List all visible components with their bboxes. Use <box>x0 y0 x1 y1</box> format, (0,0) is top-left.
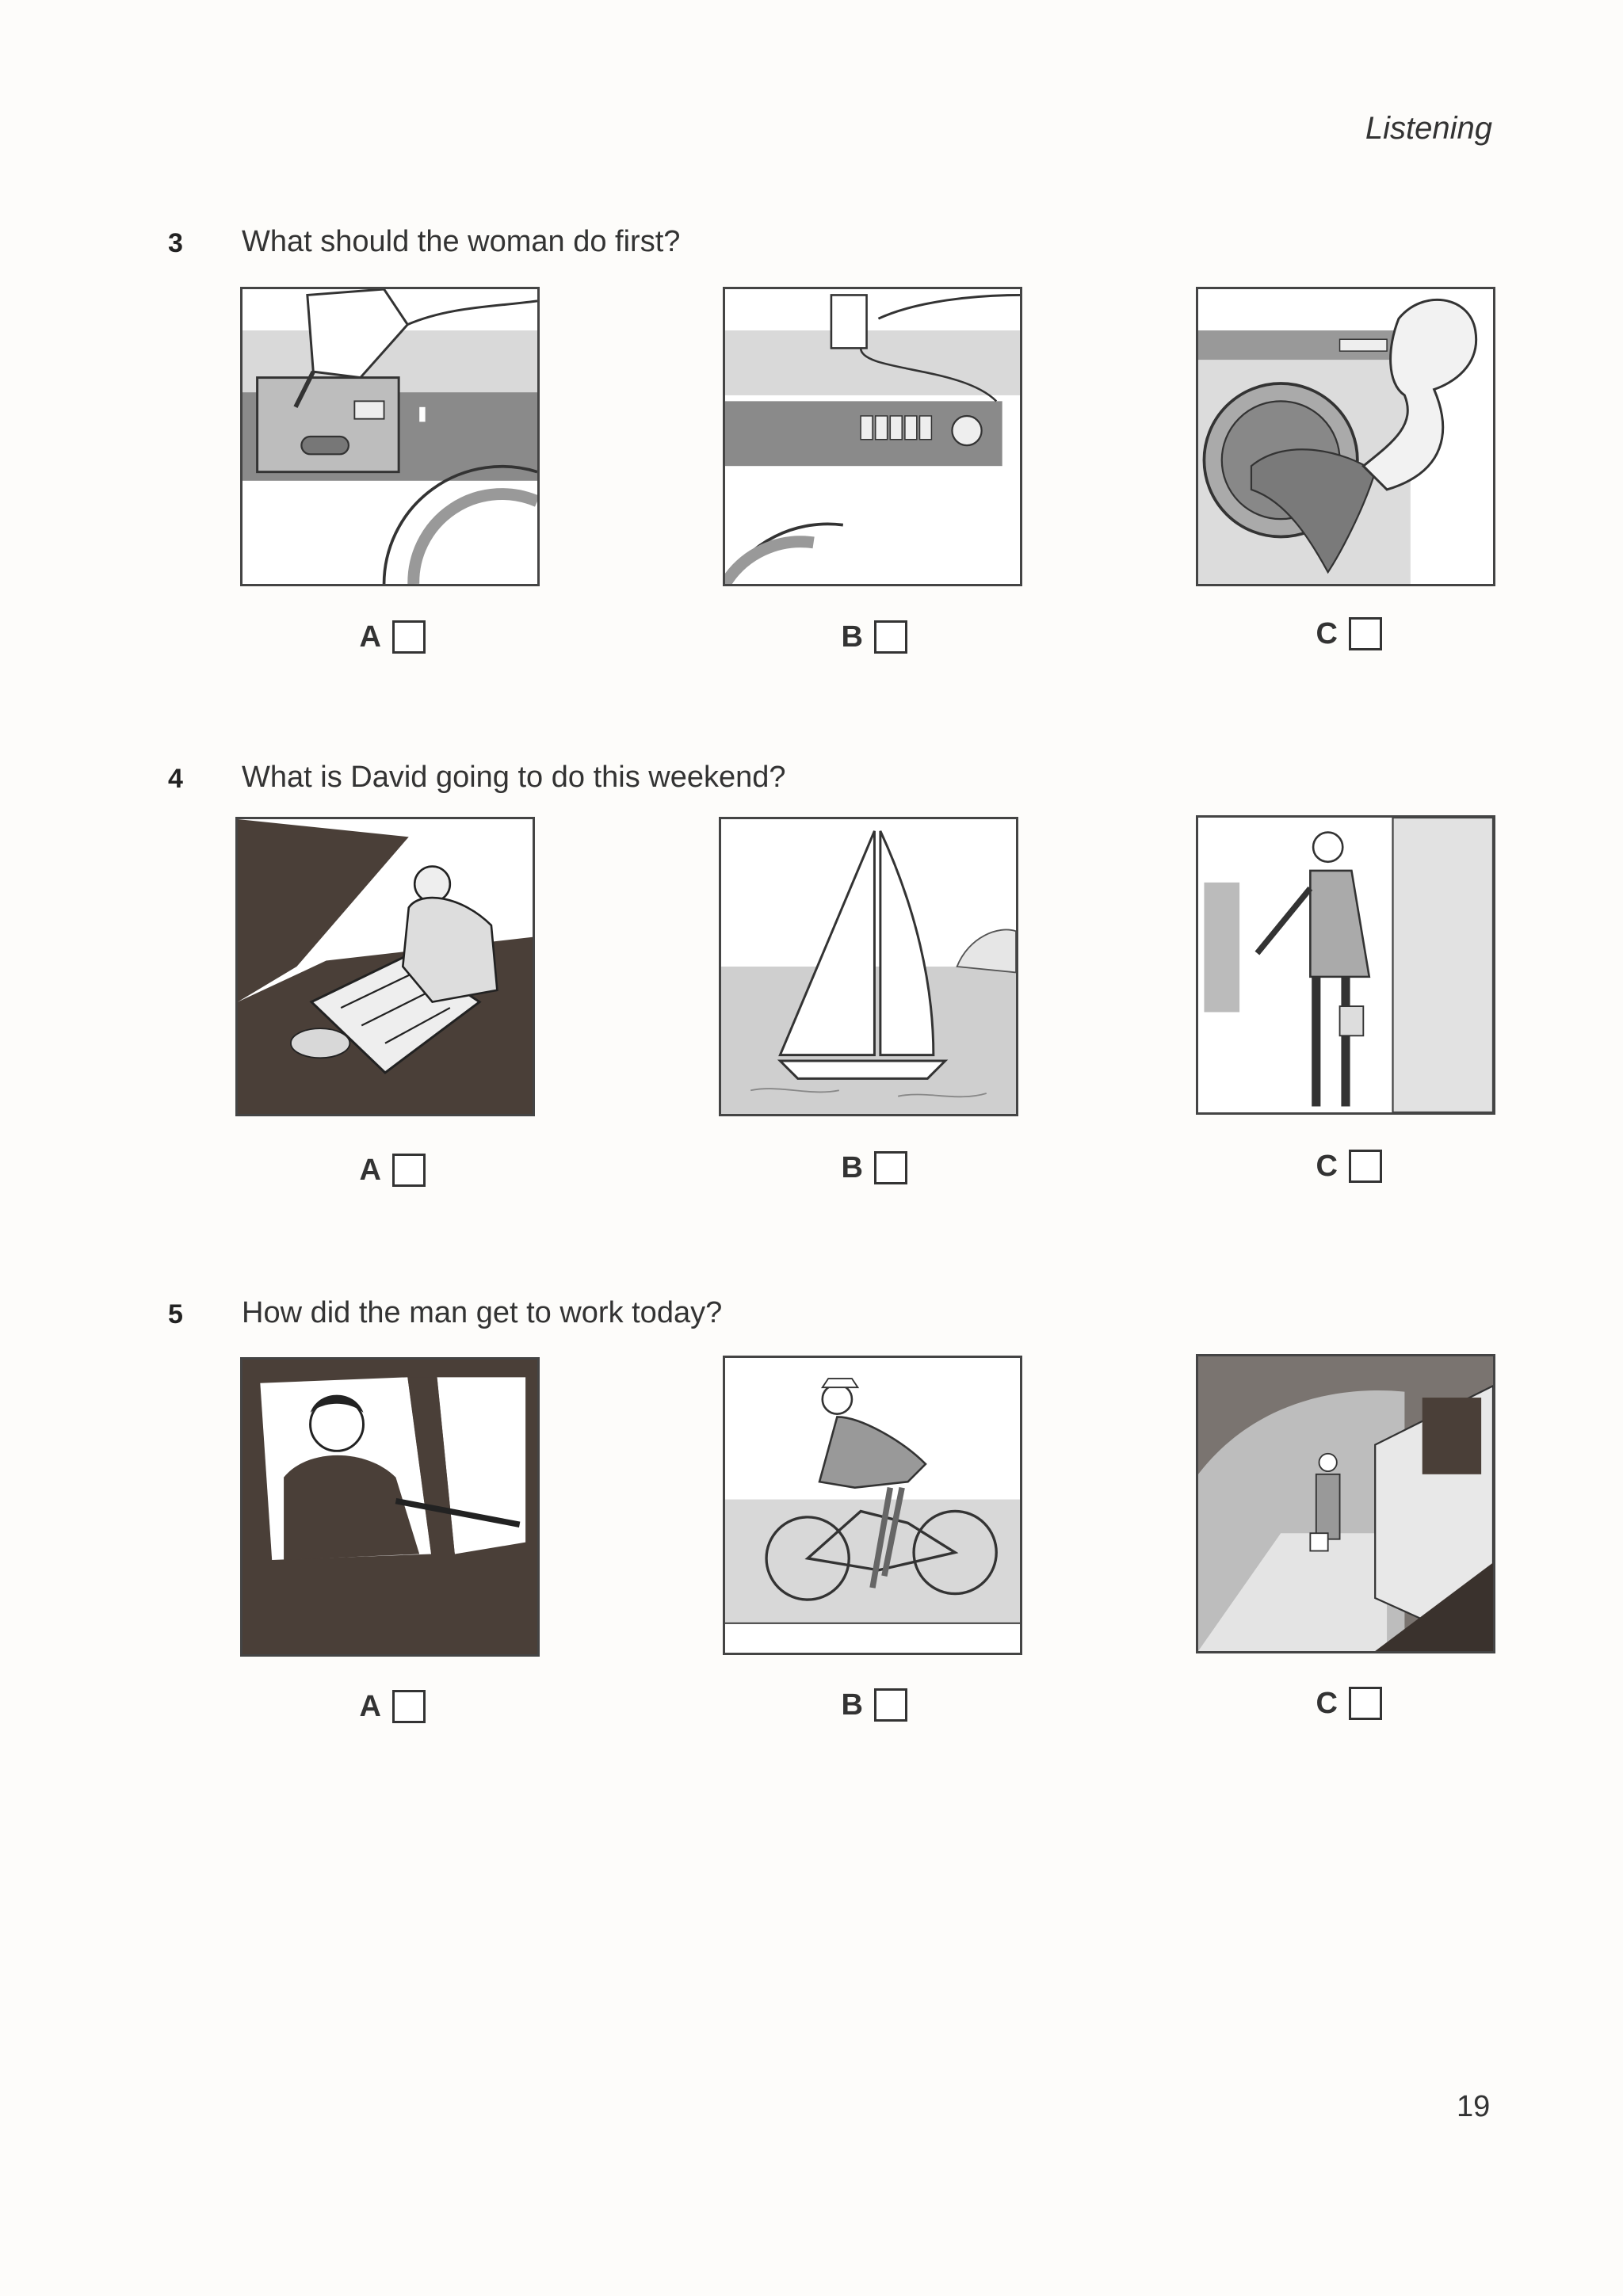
option-letter: C <box>1316 616 1338 650</box>
answer-checkbox[interactable] <box>874 620 907 654</box>
answer-option-q5-b[interactable] <box>792 1681 951 1729</box>
picture-q5-c-train <box>1196 1354 1495 1653</box>
answer-checkbox[interactable] <box>392 620 426 654</box>
question-number: 3 <box>168 228 183 258</box>
answer-option-q4-c[interactable] <box>1267 1142 1426 1190</box>
option-letter: C <box>1316 1686 1338 1720</box>
option-letter: A <box>359 1153 381 1187</box>
question-number: 4 <box>168 764 183 794</box>
question-text: How did the man get to work today? <box>242 1296 723 1329</box>
sailing-boat-illustration <box>721 819 1016 1114</box>
answer-checkbox[interactable] <box>392 1154 426 1187</box>
page-number: 19 <box>1457 2090 1491 2123</box>
answer-option-q5-c[interactable] <box>1267 1680 1426 1727</box>
man-driving-car-illustration <box>242 1360 537 1654</box>
picture-q4-b-sailing <box>719 817 1018 1116</box>
answer-checkbox[interactable] <box>392 1690 426 1723</box>
option-letter: A <box>359 620 381 654</box>
answer-option-q3-a[interactable] <box>311 613 469 661</box>
man-painting-wall-illustration <box>1198 818 1493 1112</box>
answer-option-q3-c[interactable] <box>1267 610 1426 658</box>
option-letter: B <box>841 620 863 654</box>
picture-q3-c-clothes <box>1196 287 1495 586</box>
answer-option-q4-a[interactable] <box>311 1146 469 1194</box>
answer-checkbox[interactable] <box>1349 1150 1382 1183</box>
picture-q5-b-bicycle <box>723 1356 1022 1655</box>
picture-q4-a-car-engine <box>235 817 535 1116</box>
man-riding-bicycle-illustration <box>725 1358 1020 1653</box>
picture-q3-b-plug <box>723 287 1022 586</box>
question-number: 5 <box>168 1299 183 1329</box>
answer-option-q5-a[interactable] <box>311 1683 469 1730</box>
answer-checkbox[interactable] <box>874 1151 907 1184</box>
washing-machine-drawer-illustration <box>242 289 537 584</box>
option-letter: B <box>841 1150 863 1184</box>
washing-machine-plug-illustration <box>725 289 1020 584</box>
question-text: What is David going to do this weekend? <box>242 761 786 794</box>
picture-q5-a-car <box>240 1357 540 1657</box>
underground-platform-illustration <box>1198 1356 1493 1651</box>
option-letter: A <box>359 1689 381 1723</box>
option-letter: B <box>841 1688 863 1722</box>
option-letter: C <box>1316 1149 1338 1183</box>
answer-option-q3-b[interactable] <box>792 613 951 661</box>
picture-q4-c-painting <box>1196 815 1495 1115</box>
answer-checkbox[interactable] <box>874 1688 907 1722</box>
answer-checkbox[interactable] <box>1349 617 1382 650</box>
car-engine-repair-illustration <box>238 819 533 1114</box>
answer-option-q4-b[interactable] <box>792 1144 951 1192</box>
taking-out-clothes-illustration <box>1198 289 1493 584</box>
answer-checkbox[interactable] <box>1349 1687 1382 1720</box>
picture-q3-a-detergent <box>240 287 540 586</box>
question-text: What should the woman do first? <box>242 225 681 258</box>
section-title: Listening <box>1365 111 1492 146</box>
